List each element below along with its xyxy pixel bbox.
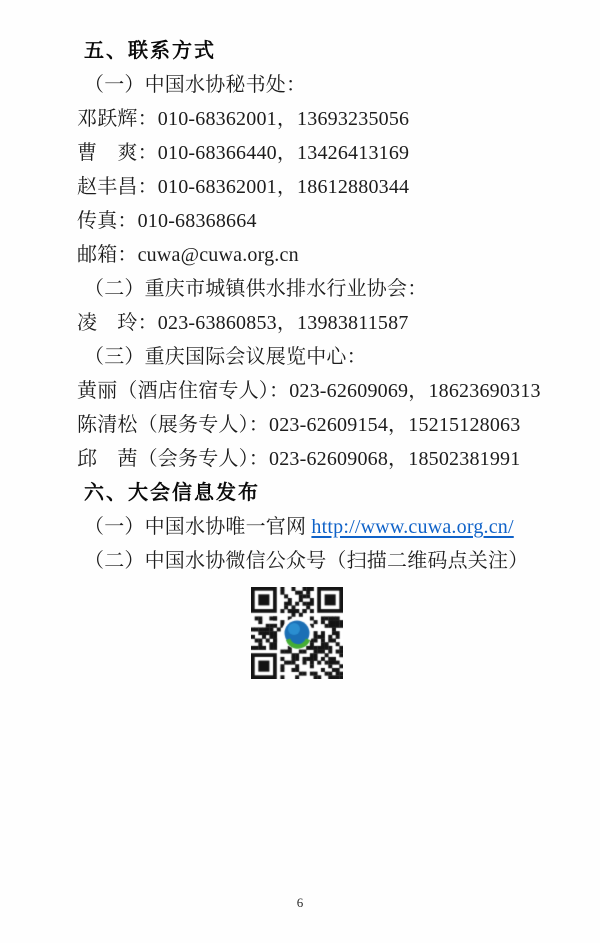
section6-heading: 六、大会信息发布 [84,482,260,504]
section5-subheading-secretariat: （一）中国水协秘书处： [84,74,307,96]
page-content [77,34,557,578]
page-number: 6 [296,895,304,910]
contact-line-chen-qingsong: 陈清松（展务专人）：023-62609154，15215128063 [77,414,521,436]
section6-item-official-site [77,510,557,544]
contact-line-fax: 传真：010-68368664 [77,210,257,232]
contact-line-qiu-qian: 邱 茜（会务专人）：023-62609068，18502381991 [77,448,521,470]
official-site-link[interactable]: http://www.cuwa.org.cn/ [311,516,514,538]
wechat-qrcode-image [251,587,343,679]
contact-line-huang-li: 黄丽（酒店住宿专人）：023-62609069，18623690313 [77,380,541,402]
contact-line-cao-shuang: 曹 爽：010-68366440，13426413169 [77,142,410,164]
section5-subheading-chongqing-association: （二）重庆市城镇供水排水行业协会： [84,278,428,300]
section5-heading: 五、联系方式 [84,40,216,62]
contact-line-ling-ling: 凌 玲：023-63860853，13983811587 [77,312,409,334]
official-site-label: （一）中国水协唯一官网 [84,516,312,538]
contact-line-email: 邮箱：cuwa@cuwa.org.cn [77,244,299,266]
section5-subheading-expo-center: （三）重庆国际会议展览中心： [84,346,367,368]
contact-line-deng-yuehui: 邓跃辉：010-68362001，13693235056 [77,108,410,130]
contact-line-zhao-fengchang: 赵丰昌：010-68362001，18612880344 [77,176,410,198]
section6-item-wechat: （二）中国水协微信公众号（扫描二维码点关注） [84,550,529,572]
